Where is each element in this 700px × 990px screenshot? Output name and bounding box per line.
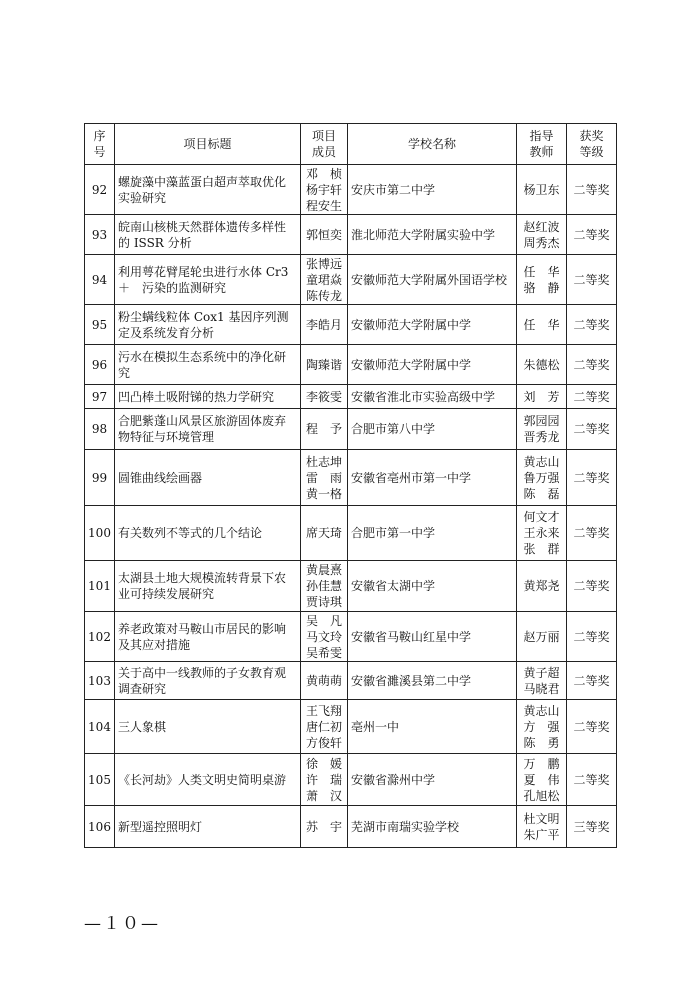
advisor-name: 万 鹏 (523, 756, 560, 771)
header-prize: 获奖 等级 (567, 124, 617, 165)
member-name: 席天琦 (305, 526, 342, 540)
table-row (85, 165, 617, 215)
project-title-text: 污水在模拟生态系统中的净化研究 (118, 349, 287, 380)
table-header-row (85, 124, 617, 165)
advisors (517, 754, 567, 806)
project-title-text: 太湖县土地大规模流转背景下农业可持续发展研究 (118, 571, 287, 601)
prize-level: 二等奖 (567, 700, 617, 754)
project-title (115, 612, 301, 662)
advisor-name: 骆 静 (523, 280, 560, 295)
member-name: 马文玲 (305, 629, 342, 644)
member-name: 郭恒奕 (305, 227, 342, 242)
advisor-name: 任 华 (523, 317, 560, 332)
project-members (301, 385, 348, 409)
table-row (85, 345, 617, 385)
project-title-text: 螺旋藻中藻蓝蛋白超声萃取优化实验研究 (118, 174, 287, 205)
prize-level: 二等奖 (567, 345, 617, 385)
member-name: 苏 宇 (305, 819, 342, 834)
header-members: 项目 成员 (301, 124, 348, 165)
project-title-text: 有关数列不等式的几个结论 (118, 526, 263, 540)
advisor-name: 刘 芳 (523, 389, 560, 404)
member-name: 杜志坤 (305, 454, 342, 469)
advisors (517, 385, 567, 409)
table-row (85, 385, 617, 409)
project-members (301, 305, 348, 345)
prize-level: 二等奖 (567, 215, 617, 255)
project-title-text: 皖南山核桃天然群体遗传多样性的 ISSR 分析 (118, 219, 287, 250)
member-name: 杨宇轩 (305, 182, 342, 197)
row-number: 103 (85, 662, 115, 700)
project-title-text: 圆锥曲线绘画器 (118, 470, 203, 485)
advisor-name: 朱广平 (523, 827, 560, 842)
advisors (517, 700, 567, 754)
table-row (85, 662, 617, 700)
advisors (517, 255, 567, 305)
member-name: 李筱雯 (305, 389, 342, 404)
advisor-name: 王永来 (523, 526, 560, 540)
row-number: 101 (85, 561, 115, 612)
member-name: 黄一格 (305, 486, 342, 501)
member-name: 吴 凡 (305, 613, 342, 628)
header-title: 项目标题 (115, 124, 301, 165)
project-title (115, 165, 301, 215)
prize-level: 二等奖 (567, 409, 617, 450)
row-number: 98 (85, 409, 115, 450)
advisor-name: 郭园园 (523, 414, 560, 428)
project-title-text: 新型遥控照明灯 (118, 819, 203, 834)
project-members (301, 345, 348, 385)
advisor-name: 陈 勇 (523, 735, 560, 750)
prize-level: 三等奖 (567, 806, 617, 848)
table-row (85, 612, 617, 662)
member-name: 陶臻谐 (305, 357, 342, 372)
member-name: 黄晨熹 (305, 563, 342, 577)
advisors (517, 305, 567, 345)
header-advisors: 指导 教师 (517, 124, 567, 165)
advisors (517, 409, 567, 450)
row-number: 102 (85, 612, 115, 662)
member-name: 王飞翔 (305, 703, 342, 718)
advisors (517, 561, 567, 612)
advisor-name: 夏 伟 (523, 772, 560, 787)
project-members (301, 409, 348, 450)
row-number: 99 (85, 450, 115, 506)
advisor-name: 杜文明 (523, 811, 560, 826)
advisors (517, 806, 567, 848)
row-number: 94 (85, 255, 115, 305)
school-name: 淮北师范大学附属实验中学 (348, 215, 517, 255)
advisors (517, 662, 567, 700)
page-number: —１０— (84, 914, 160, 934)
project-title (115, 385, 301, 409)
project-members (301, 165, 348, 215)
advisor-name: 周秀杰 (523, 235, 560, 250)
advisor-name: 黄志山 (523, 454, 560, 469)
school-name: 安徽省太湖中学 (348, 561, 517, 612)
member-name: 方俊轩 (305, 735, 342, 750)
school-name: 安徽省淮北市实验高级中学 (348, 385, 517, 409)
table-row (85, 754, 617, 806)
school-name: 安徽师范大学附属外国语学校 (348, 255, 517, 305)
school-name: 亳州一中 (348, 700, 517, 754)
table-row (85, 450, 617, 506)
school-name: 安徽师范大学附属中学 (348, 305, 517, 345)
school-name: 安徽省滁州中学 (348, 754, 517, 806)
table-row (85, 506, 617, 561)
project-title-text: 合肥紫蓬山风景区旅游固体废弃物特征与环境管理 (118, 414, 287, 444)
prize-level: 二等奖 (567, 662, 617, 700)
project-members (301, 255, 348, 305)
member-name: 童珺焱 (305, 272, 342, 287)
project-members (301, 215, 348, 255)
prize-level: 二等奖 (567, 255, 617, 305)
project-members (301, 662, 348, 700)
project-title-text: 利用萼花臂尾轮虫进行水体 Cr3＋ 污染的监测研究 (118, 264, 289, 295)
advisor-name: 方 强 (523, 719, 560, 734)
member-name: 徐 媛 (305, 756, 342, 771)
school-name: 安徽省马鞍山红星中学 (348, 612, 517, 662)
member-name: 李皓月 (305, 317, 342, 332)
header-num: 序号 (85, 124, 115, 165)
project-members (301, 754, 348, 806)
member-name: 张博远 (305, 256, 342, 271)
member-name: 雷 雨 (305, 470, 342, 485)
header-school: 学校名称 (348, 124, 517, 165)
row-number: 96 (85, 345, 115, 385)
table-row (85, 561, 617, 612)
advisors (517, 345, 567, 385)
table-row (85, 700, 617, 754)
project-title-text: 关于高中一线教师的子女教育观调查研究 (118, 665, 287, 696)
member-name: 陈传龙 (305, 288, 342, 303)
project-title-text: 养老政策对马鞍山市居民的影响及其应对措施 (118, 621, 287, 652)
school-name: 合肥市第八中学 (348, 409, 517, 450)
advisor-name: 赵万丽 (523, 629, 560, 644)
member-name: 孙佳慧 (305, 579, 342, 593)
advisor-name: 何文才 (523, 510, 560, 524)
row-number: 100 (85, 506, 115, 561)
school-name: 安徽省亳州市第一中学 (348, 450, 517, 506)
advisor-name: 孔旭松 (523, 788, 560, 803)
advisor-name: 黄子超 (523, 665, 560, 680)
project-members (301, 700, 348, 754)
member-name: 贾诗琪 (305, 595, 342, 609)
project-members (301, 506, 348, 561)
project-title (115, 215, 301, 255)
table-row (85, 806, 617, 848)
member-name: 程安生 (305, 198, 342, 213)
advisor-name: 任 华 (523, 264, 560, 279)
project-title-text: 凹凸棒土吸附锑的热力学研究 (118, 389, 275, 404)
advisor-name: 朱德松 (523, 357, 560, 372)
project-members (301, 450, 348, 506)
project-title (115, 305, 301, 345)
project-title-text: 三人象棋 (118, 719, 167, 734)
member-name: 吴希雯 (305, 645, 342, 660)
row-number: 105 (85, 754, 115, 806)
project-title (115, 561, 301, 612)
row-number: 95 (85, 305, 115, 345)
project-title-text: 粉尘螨线粒体 Cox1 基因序列测定及系统发育分析 (118, 309, 289, 340)
advisor-name: 鲁万强 (523, 470, 560, 485)
school-name: 合肥市第一中学 (348, 506, 517, 561)
awards-table (84, 123, 617, 848)
school-name: 安徽师范大学附属中学 (348, 345, 517, 385)
row-number: 104 (85, 700, 115, 754)
project-title (115, 806, 301, 848)
school-name: 芜湖市南瑞实验学校 (348, 806, 517, 848)
row-number: 106 (85, 806, 115, 848)
advisor-name: 陈 磊 (523, 486, 560, 501)
advisor-name: 黄郑尧 (523, 579, 560, 593)
table-row (85, 255, 617, 305)
advisors (517, 165, 567, 215)
advisors (517, 450, 567, 506)
project-title (115, 700, 301, 754)
project-members (301, 612, 348, 662)
prize-level: 二等奖 (567, 385, 617, 409)
prize-level: 二等奖 (567, 165, 617, 215)
project-members (301, 806, 348, 848)
project-title (115, 506, 301, 561)
advisors (517, 506, 567, 561)
prize-level: 二等奖 (567, 561, 617, 612)
row-number: 93 (85, 215, 115, 255)
row-number: 92 (85, 165, 115, 215)
prize-level: 二等奖 (567, 506, 617, 561)
advisor-name: 张 群 (523, 542, 560, 556)
advisor-name: 马晓君 (523, 681, 560, 696)
prize-level: 二等奖 (567, 305, 617, 345)
project-members (301, 561, 348, 612)
member-name: 黄萌萌 (305, 673, 342, 688)
table-row (85, 409, 617, 450)
prize-level: 二等奖 (567, 754, 617, 806)
school-name: 安庆市第二中学 (348, 165, 517, 215)
project-title (115, 255, 301, 305)
advisor-name: 黄志山 (523, 703, 560, 718)
advisor-name: 杨卫东 (523, 182, 560, 197)
table-body (85, 165, 617, 848)
member-name: 许 瑞 (305, 772, 342, 787)
advisor-name: 晋秀龙 (523, 430, 560, 444)
project-title (115, 662, 301, 700)
member-name: 程 予 (305, 422, 342, 436)
project-title (115, 754, 301, 806)
member-name: 唐仁初 (305, 719, 342, 734)
prize-level: 二等奖 (567, 612, 617, 662)
project-title (115, 409, 301, 450)
school-name: 安徽省濉溪县第二中学 (348, 662, 517, 700)
project-title-text: 《长河劫》人类文明史简明桌游 (118, 772, 287, 787)
member-name: 邓 桢 (305, 166, 342, 181)
table-row (85, 215, 617, 255)
advisors (517, 612, 567, 662)
row-number: 97 (85, 385, 115, 409)
table-row (85, 305, 617, 345)
project-title (115, 450, 301, 506)
member-name: 萧 汉 (305, 788, 342, 803)
project-title (115, 345, 301, 385)
prize-level: 二等奖 (567, 450, 617, 506)
advisor-name: 赵红波 (523, 219, 560, 234)
advisors (517, 215, 567, 255)
